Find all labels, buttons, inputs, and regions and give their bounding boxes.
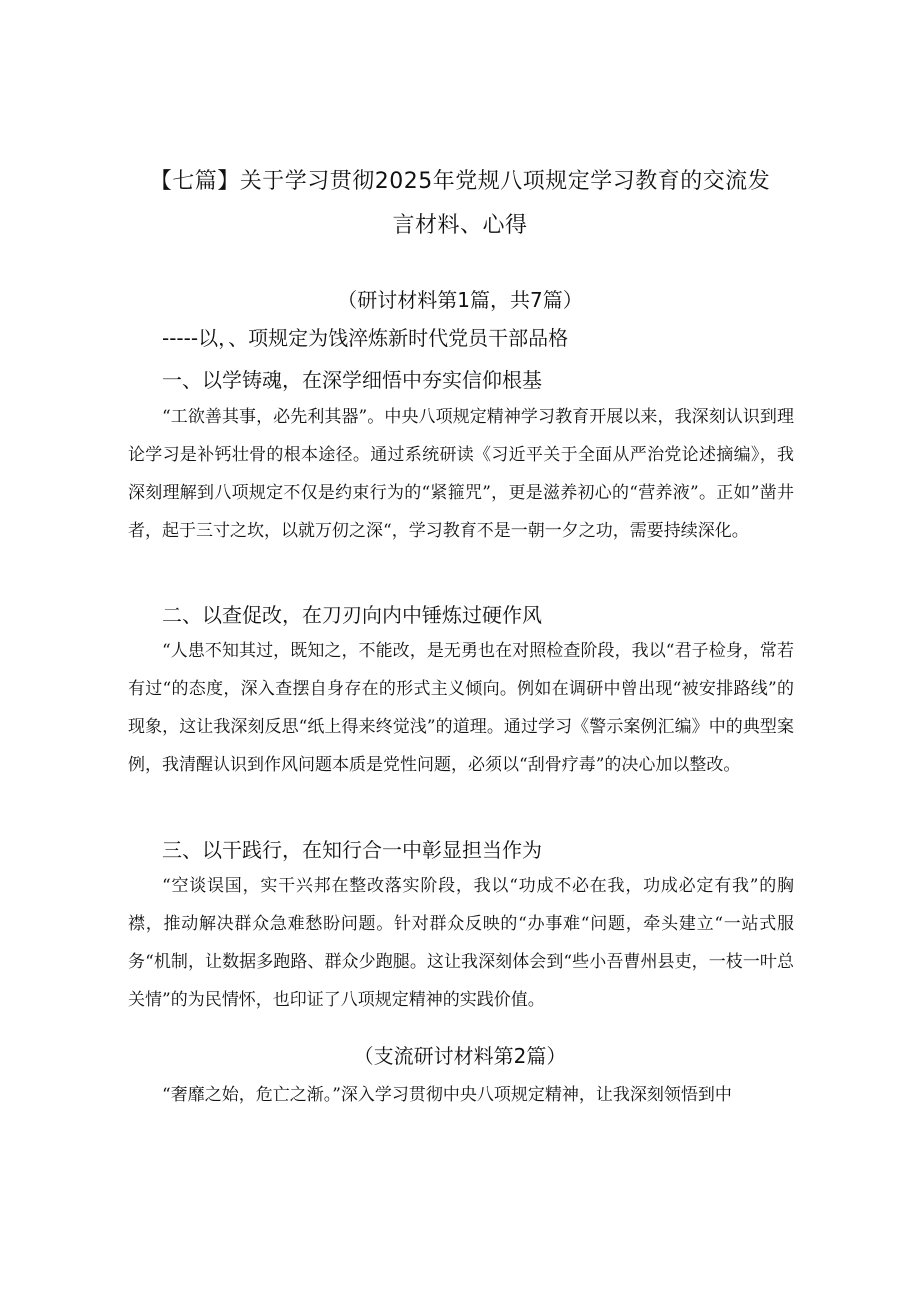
part1-heading: （研讨材料第1篇，共7篇） (337, 288, 583, 312)
document-title-line2: 言材料、心得 (392, 213, 528, 238)
document-title-line1: 【七篇】关于学习贯彻2025年党规八项规定学习教育的交流发 (149, 169, 771, 194)
section2-heading: 二、以查促改，在刀刃向内中锤炼过硬作风 (162, 603, 542, 627)
section3-heading: 三、以干践行，在知行合一中彰显担当作为 (162, 838, 542, 862)
section2-paragraph: “人患不知其过，既知之，不能改，是无勇也在对照检查阶段，我以“君子检身，常若有过“的态度，深入查摆自身存在的形式主义倾向。例如在调研中曾出现“被安排路线”的现象，这让我深刻反思“纸上得来终觉浅”的道理。通过学习《警示案例汇编》中的典型案例，我清醒认识到作风问题本质是党性问题，必须以“刮骨疗毒”的决心加以整改。 (128, 641, 794, 775)
part2-heading: （支流研讨材料第2篇） (353, 1044, 567, 1068)
part2-paragraph: “奢靡之始，危亡之渐。”深入学习贯彻中央八项规定精神，让我深刻领悟到中 (162, 1085, 732, 1105)
section1-paragraph: “工欲善其事，必先利其器”。中央八项规定精神学习教育开展以来，我深刻认识到理论学习是补钙壮骨的根本途径。通过系统研读《习近平关于全面从严治党论述摘编》，我深刻理解到八项规定不仅是约束行为的“紧箍咒”，更是滋养初心的“营养液”。正如”凿井者，起于三寸之坎，以就万仞之深“，学习教育不是一朝一夕之功，需要持续深化。 (128, 407, 794, 541)
section3-paragraph: “空谈误国，实干兴邦在整改落实阶段，我以“功成不必在我，功成必定有我”的胸襟，推动解决群众急难愁盼问题。针对群众反映的“办事难“问题，牵头建立“一站式服务“机制，让数据多跑路、群众少跑腿。这让我深刻体会到“些小吾曹州县吏，一枝一叶总关情”的为民情怀，也印证了八项规定精神的实践价值。 (128, 876, 794, 1010)
section1-heading: 一、以学铸魂，在深学细悟中夯实信仰根基 (162, 368, 542, 392)
document-subtitle: -----以，、项规定为饯淬炼新时代党员干部品格 (162, 326, 569, 350)
